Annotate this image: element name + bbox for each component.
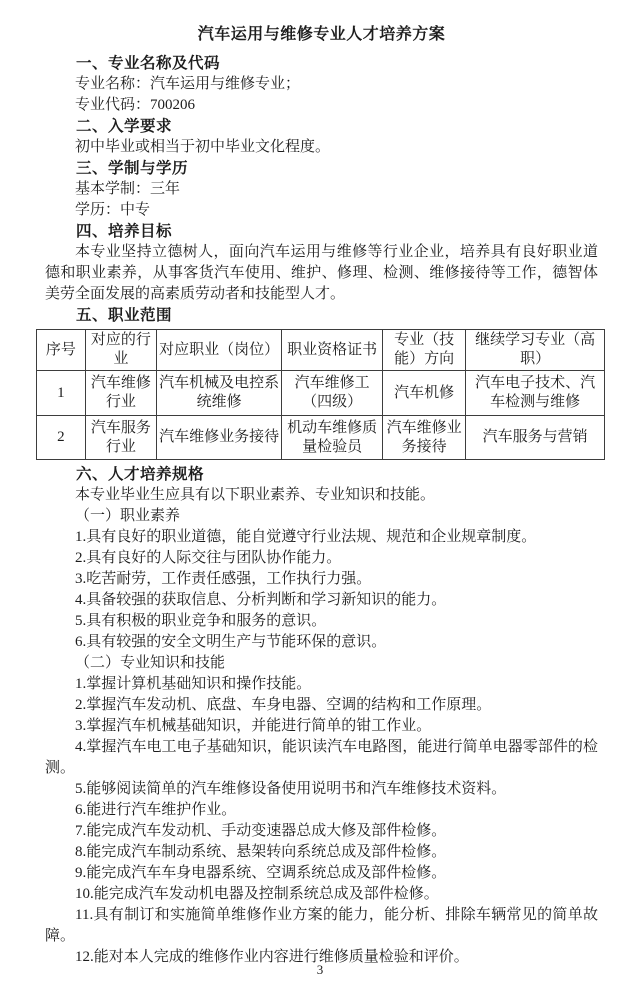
major-code-line: 专业代码：700206 bbox=[75, 97, 196, 113]
quality-item: 5.具有积极的职业竞争和服务的意识。 bbox=[75, 613, 327, 629]
section-6-heading: 六、人才培养规格 bbox=[76, 466, 205, 483]
schooling-length-line: 基本学制：三年 bbox=[75, 181, 181, 197]
section-6-intro: 本专业毕业生应具有以下职业素养、专业知识和技能。 bbox=[75, 487, 436, 503]
cell-occupation: 汽车机械及电控系统维修 bbox=[156, 371, 282, 416]
cell-occupation: 汽车维修业务接待 bbox=[156, 416, 282, 460]
major-name-line: 专业名称：汽车运用与维修专业； bbox=[75, 76, 301, 92]
skill-item: 1.掌握计算机基础知识和操作技能。 bbox=[75, 676, 312, 692]
cell-index: 2 bbox=[37, 416, 86, 460]
diploma-line: 学历：中专 bbox=[75, 202, 151, 218]
col-header-certificate: 职业资格证书 bbox=[282, 330, 383, 371]
skill-item: 10.能完成汽车发动机电器及控制系统总成及部件检修。 bbox=[75, 886, 439, 902]
page-number: 3 bbox=[316, 962, 324, 977]
skill-item: 7.能完成汽车发动机、手动变速器总成大修及部件检修。 bbox=[75, 823, 447, 839]
cell-industry: 汽车服务行业 bbox=[85, 416, 156, 460]
col-header-skill-direction: 专业（技能）方向 bbox=[382, 330, 465, 371]
quality-item: 3.吃苦耐劳，工作责任感强，工作执行力强。 bbox=[75, 571, 372, 587]
table-header-row bbox=[37, 330, 605, 371]
table-row bbox=[37, 416, 605, 460]
section-5-heading: 五、职业范围 bbox=[76, 307, 173, 324]
section-2-heading: 二、入学要求 bbox=[76, 118, 173, 135]
cell-skill-direction: 汽车维修业务接待 bbox=[382, 416, 465, 460]
cell-industry: 汽车维修行业 bbox=[85, 371, 156, 416]
skill-item: 6.能进行汽车维护作业。 bbox=[75, 802, 237, 818]
skill-item: 8.能完成汽车制动系统、悬架转向系统总成及部件检修。 bbox=[75, 844, 447, 860]
section-4-heading: 四、培养目标 bbox=[76, 223, 173, 240]
cell-further-study: 汽车电子技术、汽车检测与维修 bbox=[466, 371, 605, 416]
cell-index: 1 bbox=[37, 371, 86, 416]
cell-certificate: 汽车维修工（四级） bbox=[282, 371, 383, 416]
skill-item: 3.掌握汽车机械基础知识，并能进行简单的钳工作业。 bbox=[75, 718, 432, 734]
col-header-index: 序号 bbox=[37, 330, 86, 371]
quality-item: 1.具有良好的职业道德，能自觉遵守行业法规、规范和企业规章制度。 bbox=[75, 529, 537, 545]
subsection-skills-heading: （二）专业知识和技能 bbox=[75, 655, 226, 671]
occupation-scope-table bbox=[36, 329, 605, 460]
skill-item: 4.掌握汽车电工电子基础知识，能识读汽车电路图，能进行简单电器零部件的检测。 bbox=[45, 739, 598, 776]
page-title: 汽车运用与维修专业人才培养方案 bbox=[197, 26, 446, 43]
col-header-further-study: 继续学习专业（高职） bbox=[466, 330, 605, 371]
section-3-heading: 三、学制与学历 bbox=[76, 160, 189, 177]
skill-item: 9.能完成汽车车身电器系统、空调系统总成及部件检修。 bbox=[75, 865, 447, 881]
section-1-heading: 一、专业名称及代码 bbox=[76, 55, 221, 72]
skill-item: 12.能对本人完成的维修作业内容进行维修质量检验和评价。 bbox=[75, 949, 469, 965]
skill-item: 11.具有制订和实施简单维修作业方案的能力，能分析、排除车辆常见的简单故障。 bbox=[45, 907, 598, 944]
quality-item: 4.具备较强的获取信息、分析判断和学习新知识的能力。 bbox=[75, 592, 447, 608]
training-goal-paragraph: 本专业坚持立德树人，面向汽车运用与维修等行业企业，培养具有良好职业道德和职业素养，从事客货汽车使用、维护、修理、检测、维修接待等工作，德智体美劳全面发展的高素质劳动者和技能型人才。 bbox=[45, 244, 598, 302]
table-row bbox=[37, 371, 605, 416]
cell-skill-direction: 汽车机修 bbox=[382, 371, 465, 416]
col-header-industry: 对应的行业 bbox=[85, 330, 156, 371]
skill-item: 5.能够阅读简单的汽车维修设备使用说明书和汽车维修技术资料。 bbox=[75, 781, 507, 797]
cell-certificate: 机动车维修质量检验员 bbox=[282, 416, 383, 460]
quality-item: 2.具有良好的人际交往与团队协作能力。 bbox=[75, 550, 342, 566]
cell-further-study: 汽车服务与营销 bbox=[466, 416, 605, 460]
enrollment-requirement-line: 初中毕业或相当于初中毕业文化程度。 bbox=[75, 139, 331, 155]
col-header-occupation: 对应职业（岗位） bbox=[156, 330, 282, 371]
subsection-quality-heading: （一）职业素养 bbox=[75, 508, 181, 524]
skill-item: 2.掌握汽车发动机、底盘、车身电器、空调的结构和工作原理。 bbox=[75, 697, 492, 713]
quality-item: 6.具有较强的安全文明生产与节能环保的意识。 bbox=[75, 634, 387, 650]
